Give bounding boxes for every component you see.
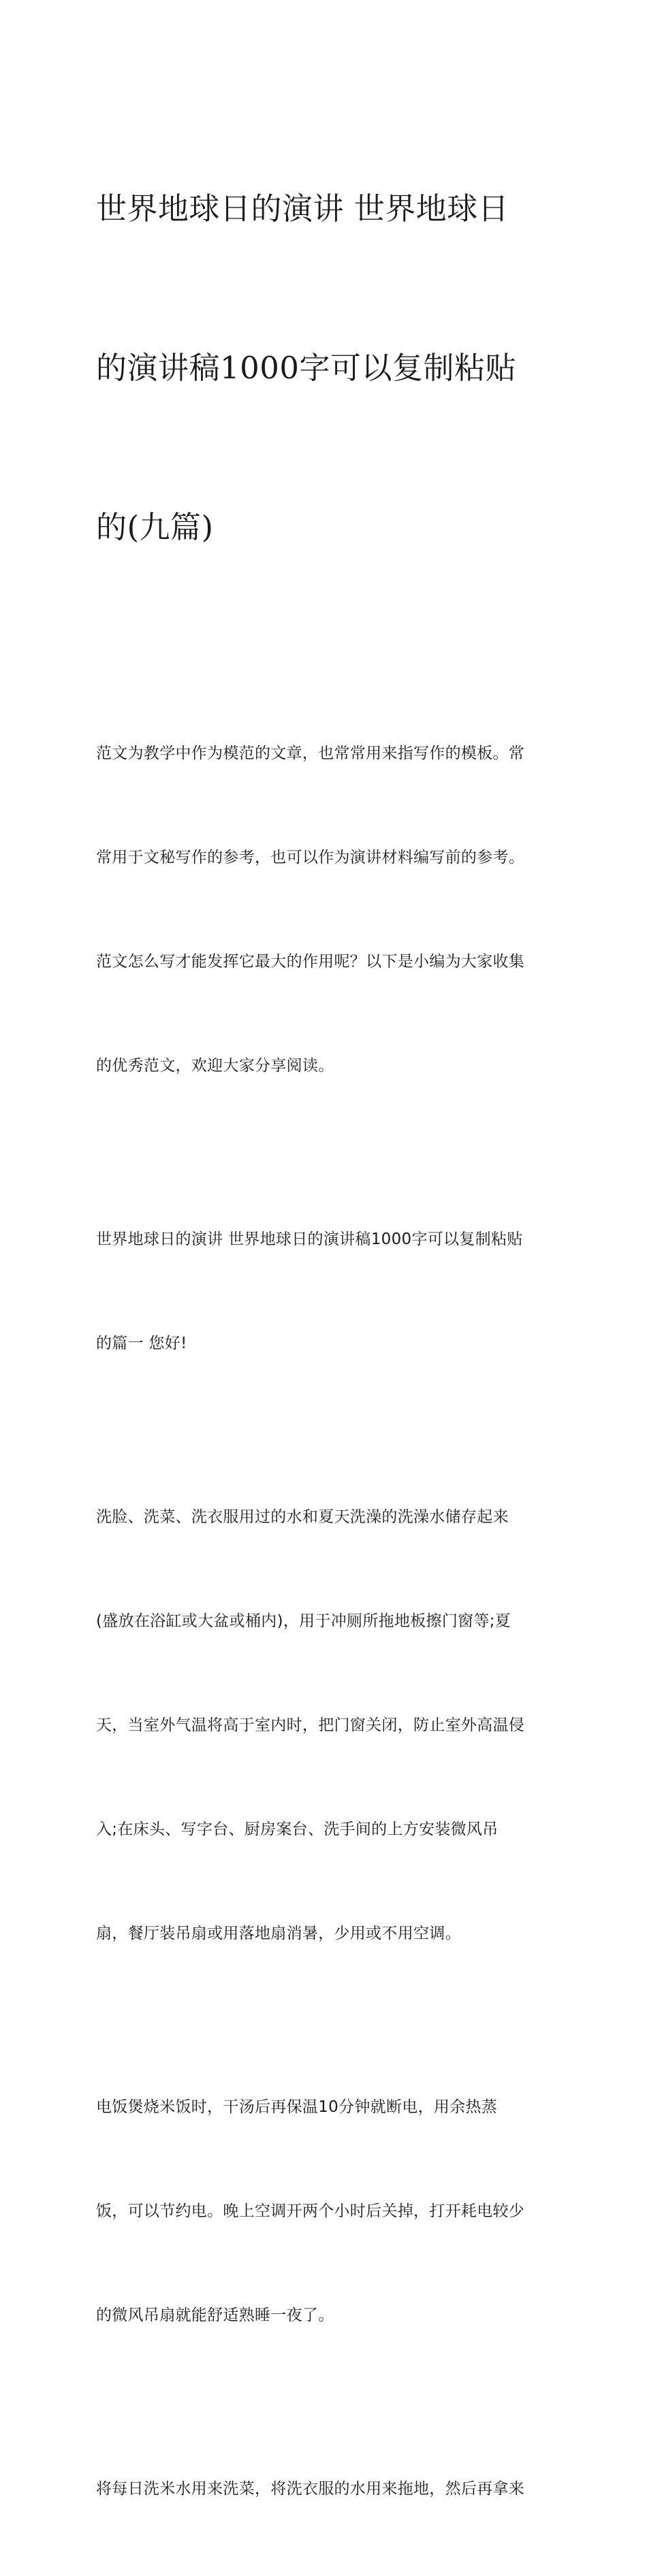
text-line: 电饭煲烧米饭时，干汤后再保温10分钟就断电，用余热蒸 xyxy=(96,2098,498,2116)
text-line: 天，当室外气温将高于室内时，把门窗关闭，防止室外高温侵 xyxy=(96,1716,525,1734)
text-line: 将每日洗米水用来洗菜，将洗衣服的水用来拖地，然后再拿来 xyxy=(96,2480,525,2498)
text-line: 的微风吊扇就能舒适熟睡一夜了。 xyxy=(96,2306,334,2324)
body-paragraph xyxy=(96,2021,556,2402)
body-paragraph xyxy=(96,2402,556,2576)
text-line: 常用于文秘写作的参考，也可以作为演讲材料编写前的参考。 xyxy=(96,849,525,866)
text-line: 入;在床头、写字台、厨房案台、洗手间的上方安装微风吊 xyxy=(96,1821,499,1838)
title-line: 的演讲稿1000字可以复制粘贴 xyxy=(96,350,517,386)
body-paragraph xyxy=(96,1431,556,2021)
title-line: 世界地球日的演讲 世界地球日 xyxy=(96,191,509,227)
text-line: 扇，餐厅装吊扇或用落地扇消暑，少用或不用空调。 xyxy=(96,1925,461,1942)
text-line: 洗脸、洗菜、洗衣服用过的水和夏天洗澡的洗澡水储存起来 xyxy=(96,1508,509,1526)
text-line: 世界地球日的演讲 世界地球日的演讲稿1000字可以复制粘贴 xyxy=(96,1230,523,1248)
text-line: 范文为教学中作为模范的文章，也常常用来指写作的模板。常 xyxy=(96,745,525,762)
section-heading-paragraph xyxy=(96,1153,556,1431)
title-line: 的(九篇) xyxy=(96,509,214,545)
text-line: 的优秀范文，欢迎大家分享阅读。 xyxy=(96,1057,334,1075)
text-line: (盛放在浴缸或大盆或桶内)，用于冲厕所拖地板擦门窗等;夏 xyxy=(96,1612,511,1630)
text-line: 的篇一 您好! xyxy=(96,1335,187,1352)
text-line: 饭，可以节约电。晚上空调开两个小时后关掉，打开耗电较少 xyxy=(96,2202,525,2220)
document-title xyxy=(96,76,556,660)
text-line: 范文怎么写才能发挥它最大的作用呢？以下是小编为大家收集 xyxy=(96,953,525,971)
intro-paragraph xyxy=(96,667,556,1153)
